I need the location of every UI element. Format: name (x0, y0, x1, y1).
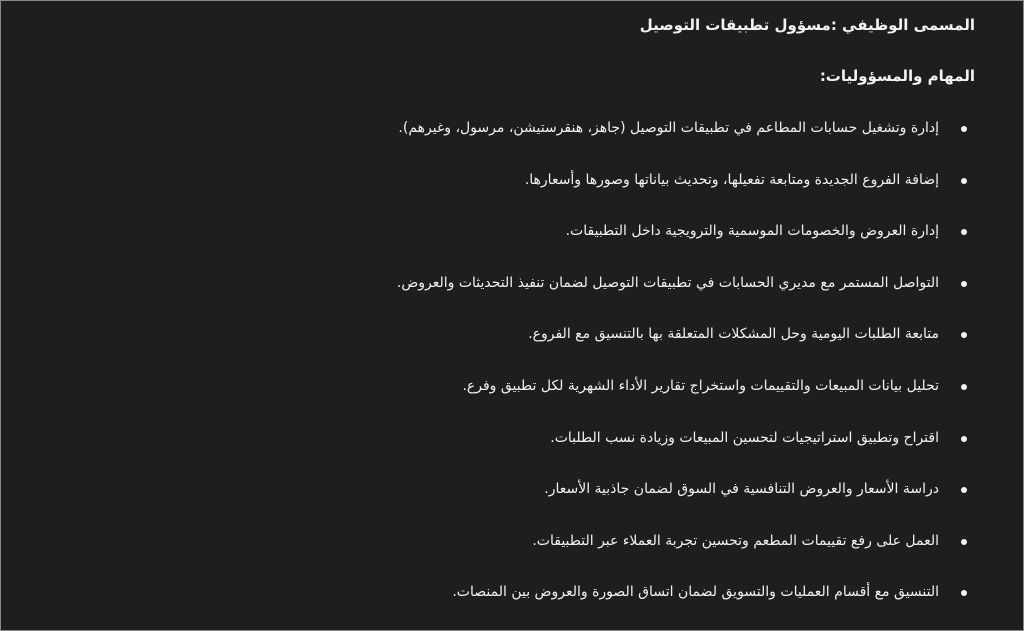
list-item-text: اقتراح وتطبيق استراتيجيات لتحسين المبيعات وزيادة نسب الطلبات. (550, 429, 939, 446)
bullet-icon (961, 436, 967, 442)
list-item (397, 374, 939, 426)
list-item (397, 271, 939, 323)
bullet-icon (961, 384, 967, 390)
list-item-text: إدارة العروض والخصومات الموسمية والترويجية داخل التطبيقات. (565, 223, 939, 240)
list-item-text: تحليل بيانات المبيعات والتقييمات واستخراج تقارير الأداء الشهرية لكل تطبيق وفرع. (462, 377, 939, 394)
list-item-text: إدارة وتشغيل حسابات المطاعم في تطبيقات التوصيل (جاهز، هنقرستيشن، مرسول، وغيرهم). (398, 120, 939, 136)
list-item (397, 580, 939, 631)
bullet-icon (961, 590, 967, 596)
bullet-icon (961, 281, 967, 287)
job-title: المسمى الوظيفي :مسؤول تطبيقات التوصيل (639, 16, 975, 34)
list-item (397, 168, 939, 220)
list-item (397, 116, 939, 168)
list-item-text: إضافة الفروع الجديدة ومتابعة تفعيلها، وتحديث بياناتها وصورها وأسعارها. (524, 171, 939, 188)
list-item-text: العمل على رفع تقييمات المطعم وتحسين تجربة العملاء عبر التطبيقات. (532, 532, 939, 549)
responsibilities-heading: المهام والمسؤوليات: (819, 67, 975, 85)
bullet-icon (961, 487, 967, 493)
bullet-icon (961, 178, 967, 184)
bullet-icon (961, 332, 967, 338)
list-item-text: متابعة الطلبات اليومية وحل المشكلات المتعلقة بها بالتنسيق مع الفروع. (528, 326, 939, 343)
list-item (397, 426, 939, 478)
list-item (397, 477, 939, 529)
list-item-text: دراسة الأسعار والعروض التنافسية في السوق لضمان جاذبية الأسعار. (544, 481, 939, 498)
list-item-text: التواصل المستمر مع مديري الحسابات في تطبيقات التوصيل لضمان تنفيذ التحديثات والعروض. (396, 274, 939, 291)
list-item (397, 322, 939, 374)
list-item (397, 219, 939, 271)
list-item (397, 529, 939, 581)
bullet-icon (961, 539, 967, 545)
bullet-icon (961, 126, 967, 132)
list-item-text: التنسيق مع أقسام العمليات والتسويق لضمان اتساق الصورة والعروض بين المنصات. (452, 584, 939, 601)
responsibilities-list (397, 116, 939, 631)
bullet-icon (961, 229, 967, 235)
